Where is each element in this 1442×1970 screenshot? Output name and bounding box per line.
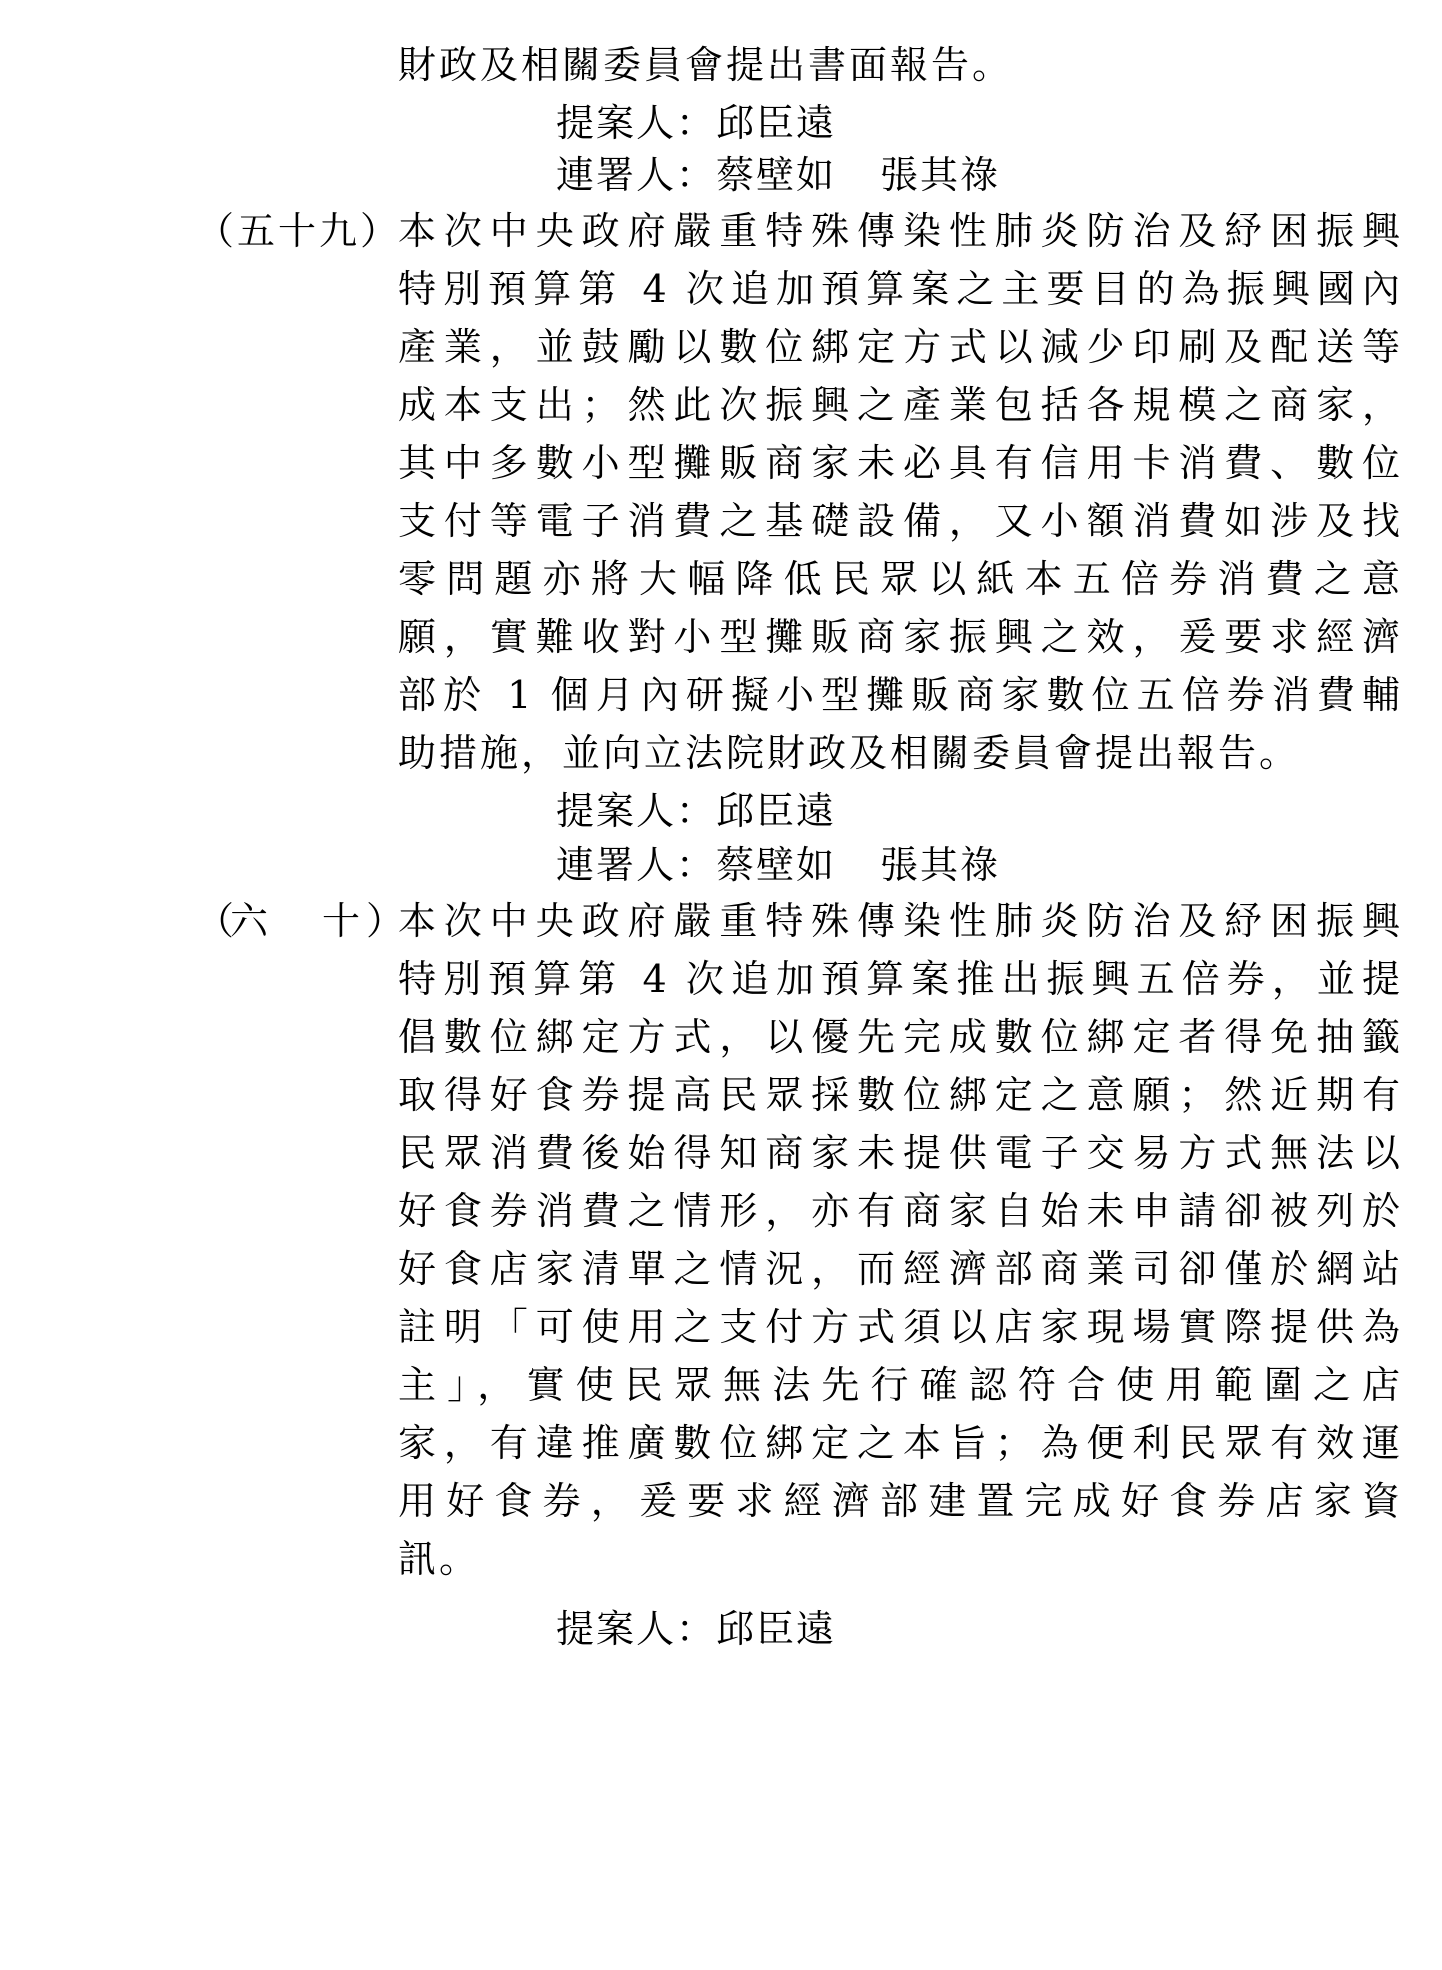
item59-label: （五十九） bbox=[196, 209, 398, 253]
intro-cosigner-2: 張其祿 bbox=[880, 153, 1001, 197]
item60-label-open: （ bbox=[196, 899, 235, 943]
item60-line-9: 主」，實使民眾無法先行確認符合使用範圍之店 bbox=[398, 1363, 1400, 1407]
item59-line-2: 特別預算第 4 次追加預算案之主要目的為振興國內 bbox=[398, 267, 1400, 311]
item59-proposer: 提案人：邱臣遠 bbox=[556, 789, 837, 833]
item60-line-7: 好食店家清單之情況，而經濟部商業司卻僅於網站 bbox=[398, 1247, 1400, 1291]
intro-cosigner-1: 連署人：蔡壁如 bbox=[556, 153, 837, 197]
item60-line-10: 家，有違推廣數位綁定之本旨；為便利民眾有效運 bbox=[398, 1421, 1400, 1465]
item59-line-10: 助措施，並向立法院財政及相關委員會提出報告。 bbox=[398, 731, 1301, 775]
item59-line-9: 部於 1 個月內研擬小型攤販商家數位五倍券消費輔 bbox=[398, 673, 1400, 717]
item59-line-4: 成本支出；然此次振興之產業包括各規模之商家， bbox=[398, 383, 1400, 427]
item59-line-3: 產業，並鼓勵以數位綁定方式以減少印刷及配送等 bbox=[398, 325, 1400, 369]
item60-proposer: 提案人：邱臣遠 bbox=[556, 1607, 837, 1651]
item59-cosigner-1: 連署人：蔡壁如 bbox=[556, 843, 837, 887]
item59-line-6: 支付等電子消費之基礎設備，又小額消費如涉及找 bbox=[398, 499, 1400, 543]
item60-label bbox=[196, 896, 405, 946]
item60-line-12: 訊。 bbox=[398, 1537, 481, 1581]
item60-line-4: 取得好食券提高民眾採數位綁定之意願；然近期有 bbox=[398, 1073, 1400, 1117]
item60-line-1: 本次中央政府嚴重特殊傳染性肺炎防治及紓困振興 bbox=[398, 899, 1400, 943]
item60-label-digit-1: 六 bbox=[230, 899, 269, 943]
intro-proposer: 提案人：邱臣遠 bbox=[556, 101, 837, 145]
item60-line-3: 倡數位綁定方式，以優先完成數位綁定者得免抽籤 bbox=[398, 1015, 1400, 1059]
item59-cosigner-2: 張其祿 bbox=[880, 843, 1001, 887]
intro-cosigners bbox=[556, 150, 1000, 200]
item60-line-11: 用好食券，爰要求經濟部建置完成好食券店家資 bbox=[398, 1479, 1400, 1523]
item59-line-5: 其中多數小型攤販商家未必具有信用卡消費、數位 bbox=[398, 441, 1400, 485]
item59-cosigners bbox=[556, 840, 1000, 890]
item59-line-7: 零問題亦將大幅降低民眾以紙本五倍券消費之意 bbox=[398, 557, 1400, 601]
item60-line-8: 註明「可使用之支付方式須以店家現場實際提供為 bbox=[398, 1305, 1400, 1349]
item60-label-close: ） bbox=[366, 899, 405, 943]
item59-line-1: 本次中央政府嚴重特殊傳染性肺炎防治及紓困振興 bbox=[398, 209, 1400, 253]
item60-line-2: 特別預算第 4 次追加預算案推出振興五倍券，並提 bbox=[398, 957, 1400, 1001]
item60-label-digit-2: 十 bbox=[322, 899, 361, 943]
item59-line-8: 願，實難收對小型攤販商家振興之效，爰要求經濟 bbox=[398, 615, 1400, 659]
item60-line-5: 民眾消費後始得知商家未提供電子交易方式無法以 bbox=[398, 1131, 1400, 1175]
item60-line-6: 好食券消費之情形，亦有商家自始未申請卻被列於 bbox=[398, 1189, 1400, 1233]
intro-line: 財政及相關委員會提出書面報告。 bbox=[398, 43, 1014, 87]
